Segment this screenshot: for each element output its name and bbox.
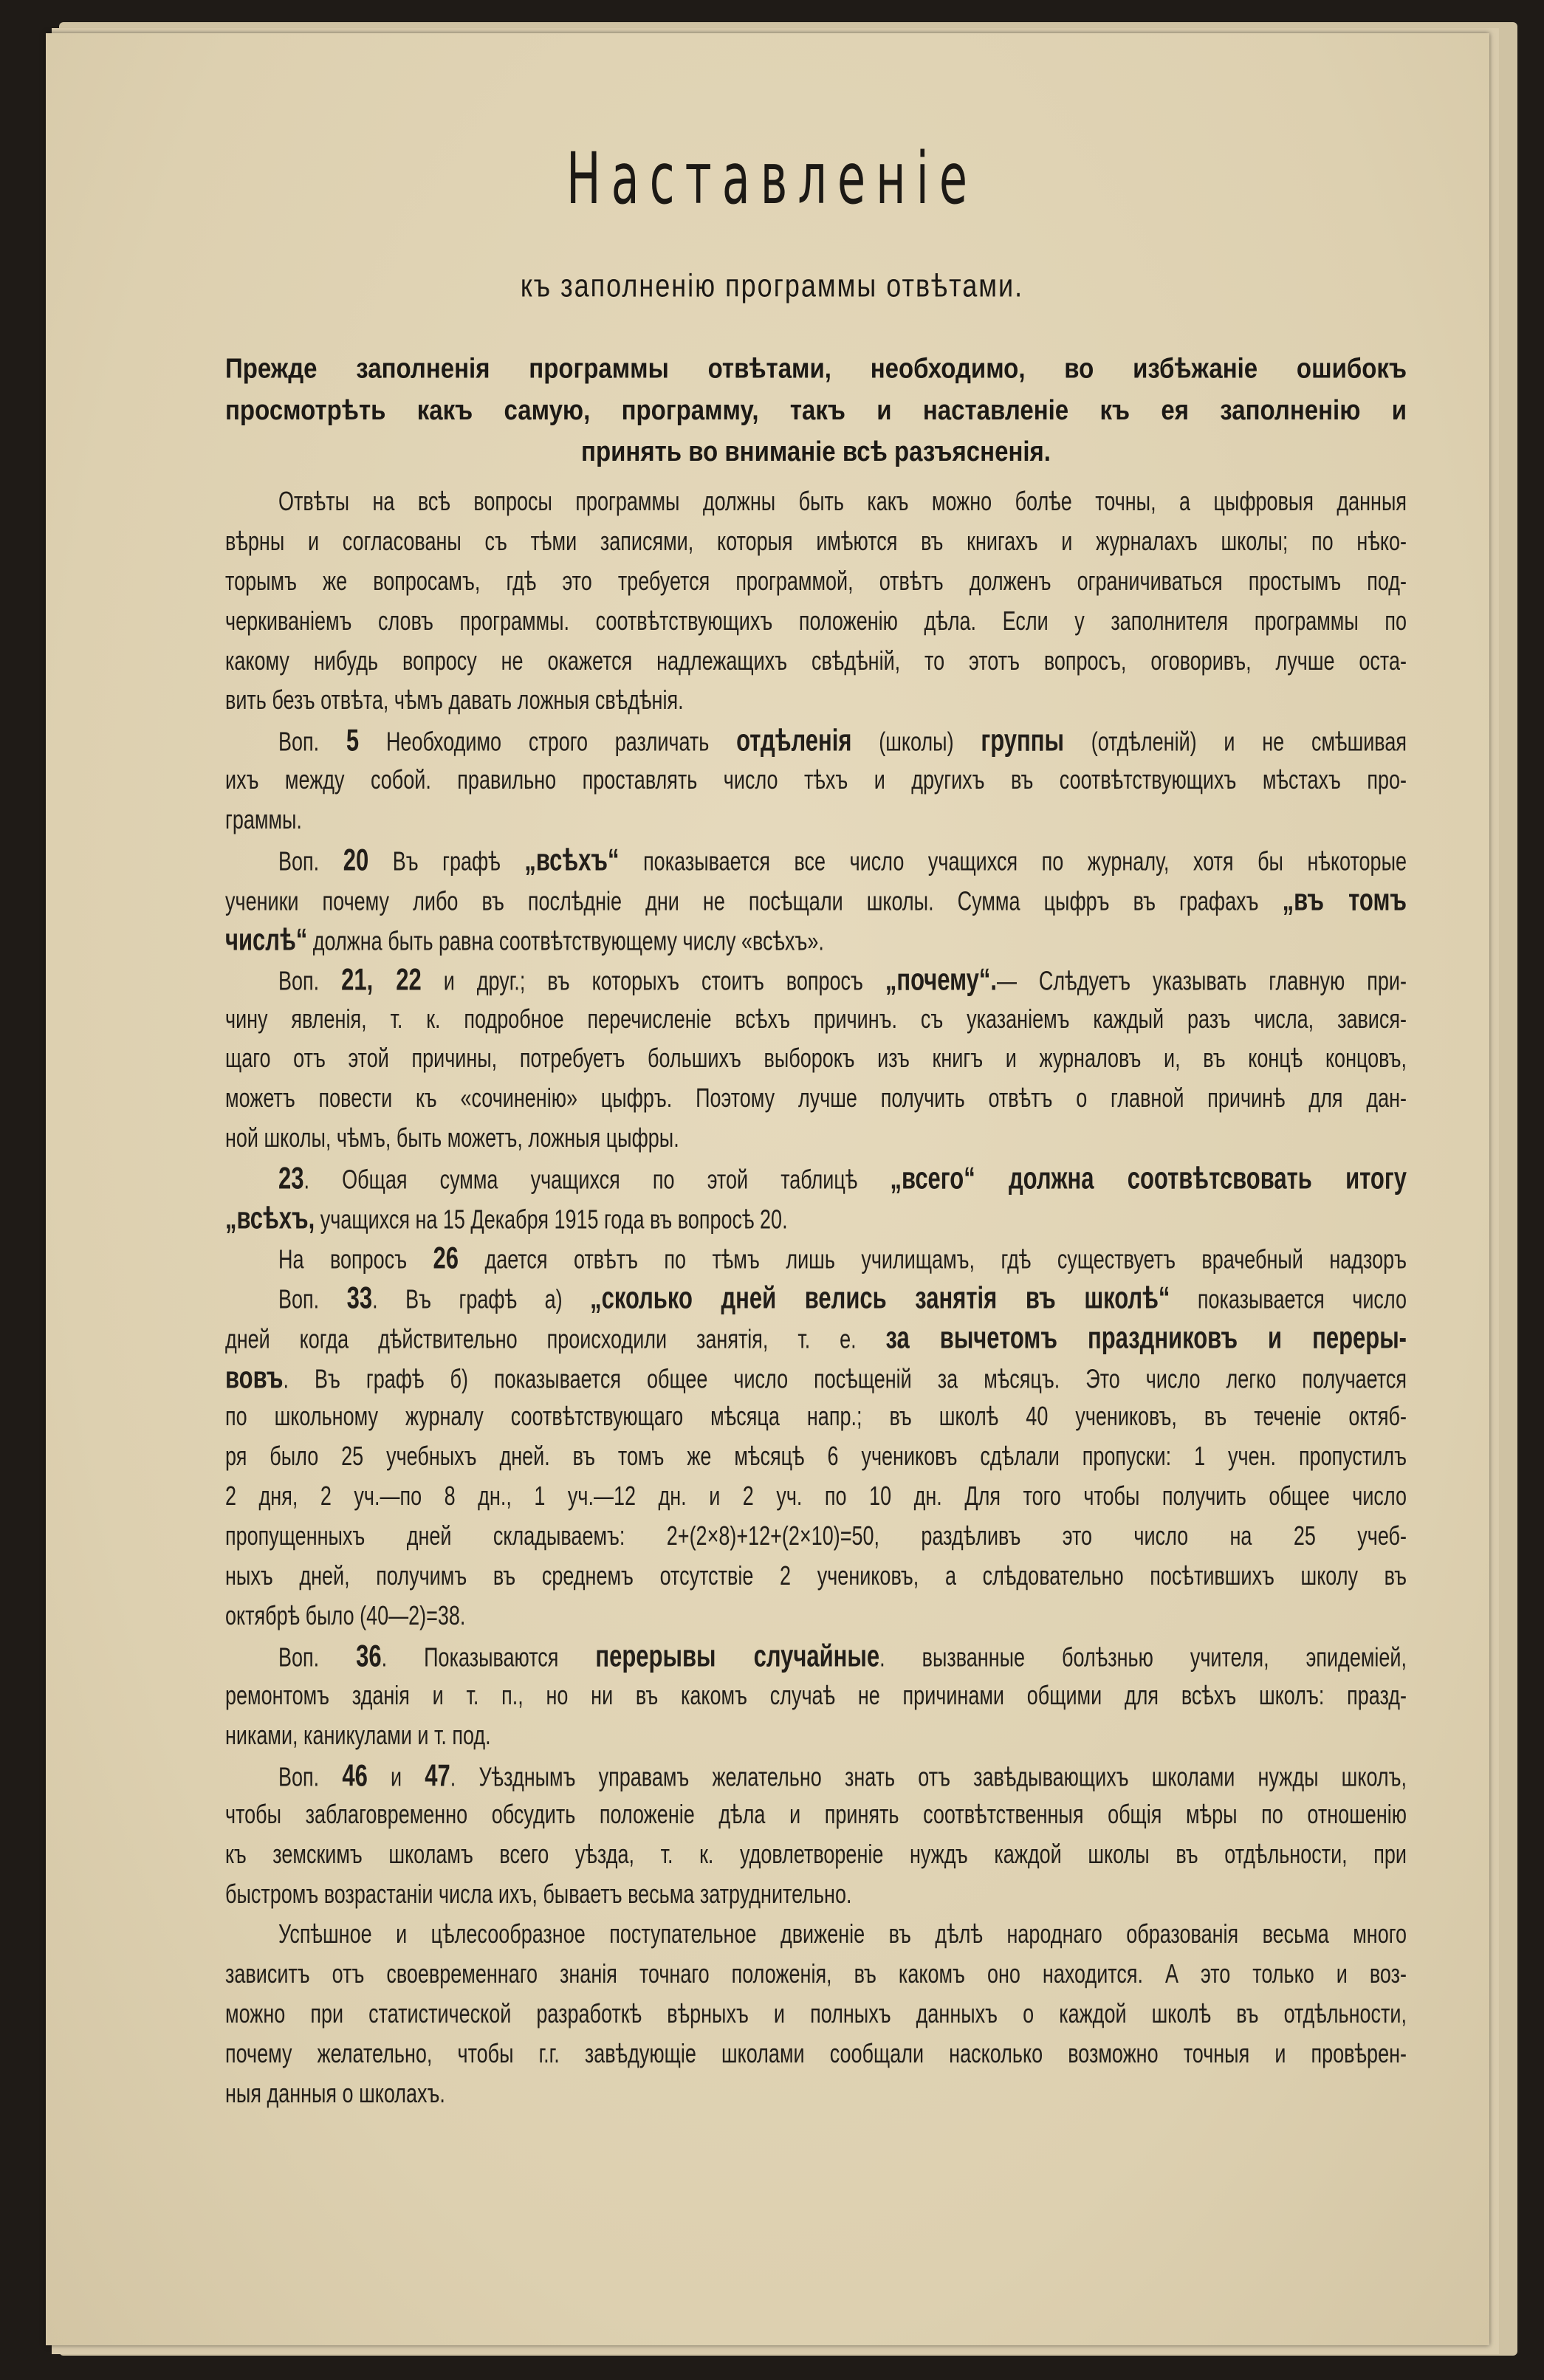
- text-segment: чину явленія, т. к. подробное перечисленіе всѣхъ причинъ. съ указаніемъ каждый разъ числа, завися-: [225, 1003, 1407, 1034]
- bold-text: „почему“.: [885, 961, 997, 997]
- text-segment: . Въ графѣ а): [372, 1283, 591, 1314]
- intro-line: принять во вниманіе всѣ разъясненія.: [581, 435, 1051, 467]
- text-segment: и друг.; въ которыхъ стоитъ вопросъ: [421, 965, 885, 996]
- text-segment: торымъ же вопросамъ, гдѣ это требуется программой, отвѣтъ долженъ ограничиваться простымъ под-: [225, 566, 1407, 596]
- text-segment: къ земскимъ школамъ всего уѣзда, т. к. удовлетвореніе нуждъ каждой школы въ отдѣльности, при: [225, 1839, 1407, 1870]
- bold-text: „всѣхъ,: [225, 1200, 315, 1236]
- bold-text: вовъ: [225, 1359, 284, 1395]
- text-segment: можетъ повести къ «сочиненію» цыфръ. Поэтому лучше получить отвѣтъ о главной причинѣ для дан-: [225, 1083, 1407, 1114]
- text-segment: пропущенныхъ дней складываемъ: 2+(2×8)+12+(2×10)=50, раздѣливъ это число на 25 учеб-: [225, 1520, 1407, 1551]
- text-segment: зависитъ отъ своевременнаго знанія точнаго положенія, въ какомъ оно находится. А это только и воз-: [225, 1958, 1407, 1989]
- text-segment: щаго отъ этой причины, потребуетъ большихъ выборокъ изъ книгъ и журналовъ и, въ концѣ концовъ,: [225, 1043, 1407, 1074]
- bold-text: 33: [346, 1280, 373, 1315]
- text-segment: . вызванные болѣзнью учителя, эпидеміей,: [879, 1642, 1407, 1673]
- bold-text: „въ томъ: [1282, 882, 1407, 917]
- text-segment: ихъ между собой. правильно проставлять число тѣхъ и другихъ въ соотвѣтствующихъ мѣстахъ про-: [225, 764, 1407, 795]
- text-segment: Успѣшное и цѣлесообразное поступательное движеніе въ дѣлѣ народнаго образованія весьма много: [278, 1918, 1407, 1949]
- text-segment: На вопросъ: [278, 1244, 433, 1275]
- text-segment: вѣрны и согласованы съ тѣми записями, которыя имѣются въ книгахъ и журналахъ школы; по нѣко-: [225, 526, 1407, 556]
- text-segment: почему желательно, чтобы г.г. завѣдующіе школами сообщали насколько возможно точныя и провѣрен-: [225, 2038, 1407, 2068]
- text-segment: 2 дня, 2 уч.—по 8 дн., 1 уч.—12 дн. и 2 уч. по 10 дн. Для того чтобы получить общее число: [225, 1481, 1407, 1512]
- bold-text: 47: [425, 1757, 450, 1793]
- text-segment: Необходимо строго различать: [359, 727, 737, 757]
- text-segment: ныя данныя о школахъ.: [225, 2078, 445, 2108]
- bold-text: „всего“ должна соотвѣтсвовать итогу: [890, 1160, 1407, 1196]
- text-segment: (отдѣленій) и не смѣшивая: [1063, 727, 1407, 757]
- text-segment: быстромъ возрастаніи числа ихъ, бываетъ весьма затруднительно.: [225, 1879, 852, 1910]
- bold-text: 26: [433, 1240, 459, 1275]
- text-segment: черкиваніемъ словъ программы. соотвѣтствующихъ положенію дѣла. Если у заполнителя программы по: [225, 606, 1407, 636]
- text-segment: Отвѣты на всѣ вопросы программы должны быть какъ можно болѣе точны, а цыфровыя данныя: [278, 486, 1407, 516]
- bold-text: за вычетомъ праздниковъ и переры-: [885, 1320, 1407, 1355]
- text-segment: . Уѣзднымъ управамъ желательно знать отъ завѣдывающихъ школами нужды школъ,: [450, 1761, 1407, 1792]
- bold-text: группы: [981, 723, 1064, 758]
- text-segment: Воп.: [278, 727, 346, 757]
- text-segment: дней когда дѣйствительно происходили занятія, т. е.: [225, 1323, 886, 1354]
- bold-text: перерывы случайные: [595, 1638, 880, 1673]
- bold-text: 5: [346, 723, 360, 758]
- text-segment: Воп.: [278, 1283, 347, 1314]
- text-segment: ученики почему либо въ послѣдніе дни не посѣщали школы. Сумма цыфръ въ графахъ: [225, 886, 1283, 916]
- bold-text: 36: [356, 1638, 382, 1673]
- text-segment: должна быть равна соотвѣтствующему числу «всѣхъ».: [307, 925, 824, 956]
- text-segment: Воп.: [278, 965, 342, 996]
- intro-line: просмотрѣть какъ самую, программу, такъ и наставленіе къ ея заполненію и: [225, 394, 1407, 425]
- bold-text: числѣ“: [225, 922, 308, 957]
- text-segment: чтобы заблаговременно обсудить положеніе дѣла и принять соотвѣтственныя общія мѣры по отношенію: [225, 1799, 1407, 1830]
- text-segment: ныхъ дней, получимъ въ среднемъ отсутствіе 2 учениковъ, а слѣдовательно посѣтившихъ школу въ: [225, 1560, 1407, 1591]
- text-segment: ремонтомъ зданія и т. п., но ни въ какомъ случаѣ не причинами общими для всѣхъ школъ: празд-: [225, 1680, 1407, 1710]
- bold-text: „сколько дней велись занятія въ школѣ“: [590, 1280, 1170, 1315]
- intro-line: Прежде заполненія программы отвѣтами, необходимо, во избѣжаніе ошибокъ: [225, 351, 1407, 384]
- text-line: [225, 2067, 1407, 2121]
- text-segment: . Показываются: [381, 1642, 596, 1673]
- document-title: Наставленіе: [566, 137, 978, 221]
- text-segment: какому нибудь вопросу не окажется надлежащихъ свѣдѣній, то этотъ вопросъ, оговоривъ, лучше оста-: [225, 645, 1407, 676]
- text-segment: и: [367, 1761, 425, 1792]
- text-segment: можно при статистической разработкѣ вѣрныхъ и полныхъ данныхъ о каждой школѣ въ отдѣльности,: [225, 1998, 1407, 2029]
- bold-text: отдѣленія: [736, 723, 852, 758]
- text-segment: учащихся на 15 Декабря 1915 года въ вопросѣ 20.: [315, 1204, 788, 1235]
- text-segment: вить безъ отвѣта, чѣмъ давать ложныя свѣдѣнія.: [225, 685, 684, 716]
- text-segment: . Въ графѣ б) показывается общее число посѣщеній за мѣсяцъ. Это число легко получается: [283, 1363, 1407, 1394]
- text-segment: по школьному журналу соотвѣтствующаго мѣсяца напр.; въ школѣ 40 учениковъ, въ теченіе октяб-: [225, 1401, 1407, 1432]
- bold-text: 46: [342, 1757, 368, 1793]
- text-segment: показывается число: [1170, 1283, 1407, 1314]
- text-segment: Въ графѣ: [368, 846, 525, 877]
- bold-text: 21, 22: [341, 961, 422, 997]
- text-segment: Воп.: [278, 1642, 357, 1673]
- text-segment: — Слѣдуетъ указывать главную при-: [996, 965, 1407, 996]
- text-segment: октябрѣ было (40—2)=38.: [225, 1600, 466, 1630]
- text-segment: . Общая сумма учащихся по этой таблицѣ: [303, 1165, 891, 1195]
- text-segment: ной школы, чѣмъ, быть можетъ, ложныя цыфры.: [225, 1122, 679, 1153]
- document-body: [225, 482, 1407, 2114]
- document-subtitle: къ заполненію программы отвѣтами.: [520, 267, 1024, 304]
- text-segment: показывается все число учащихся по журналу, хотя бы нѣкоторые: [619, 846, 1407, 877]
- text-segment: дается отвѣтъ по тѣмъ лишь училищамъ, гдѣ существуетъ врачебный надзоръ: [459, 1244, 1407, 1275]
- bold-text: „всѣхъ“: [524, 842, 620, 877]
- text-segment: Воп.: [278, 846, 343, 877]
- text-segment: граммы.: [225, 804, 302, 835]
- text-segment: (школы): [851, 727, 981, 757]
- bold-text: 23: [278, 1160, 304, 1196]
- text-segment: никами, каникулами и т. под.: [225, 1720, 491, 1750]
- bold-text: 20: [343, 842, 369, 877]
- intro-notice: [225, 347, 1407, 472]
- text-segment: ря было 25 учебныхъ дней. въ томъ же мѣсяцѣ 6 учениковъ сдѣлали пропуски: 1 учен. пропустилъ: [225, 1441, 1407, 1472]
- text-segment: Воп.: [278, 1761, 343, 1792]
